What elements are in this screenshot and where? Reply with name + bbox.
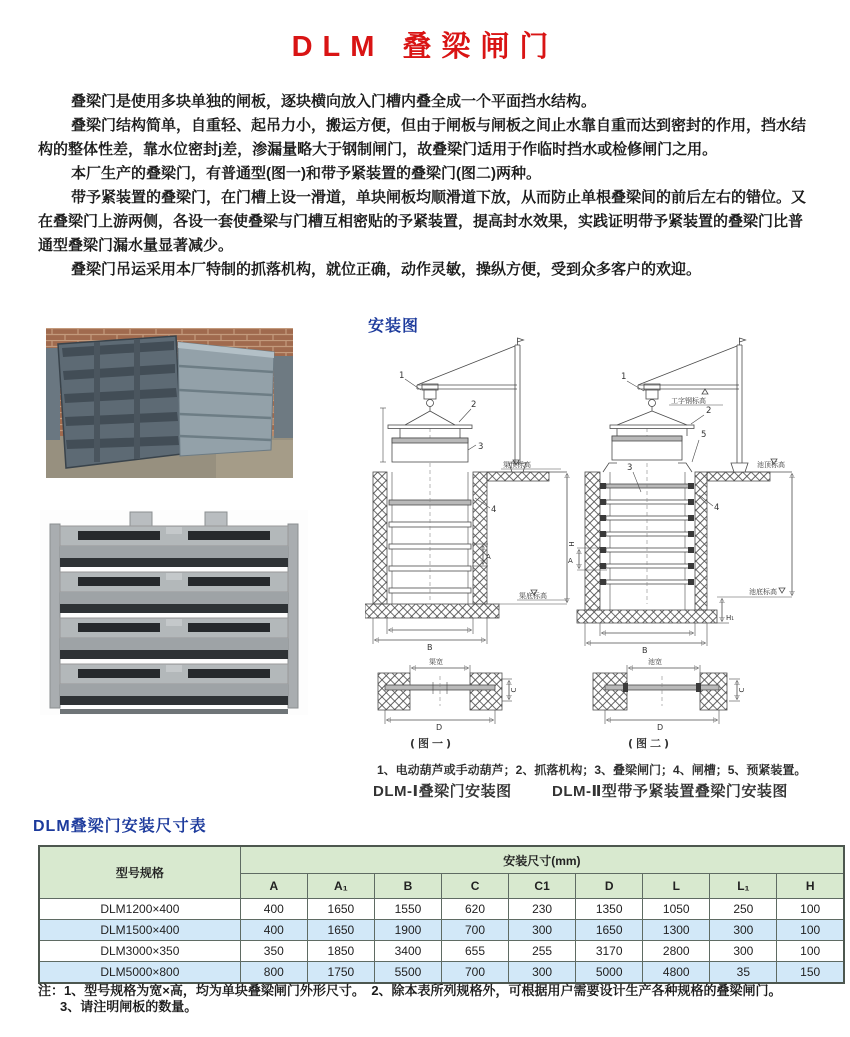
col-header-model: 型号规格 (39, 846, 240, 899)
fig2-caption: (图二) (628, 737, 673, 750)
drawing-legend: 1、电动葫芦或手动葫芦；2、抓落机构；3、叠梁闸门；4、闸槽；5、预紧装置。 (377, 763, 807, 777)
cell: 700 (441, 920, 508, 941)
fig1-elevation-diagram (365, 338, 576, 652)
page-title: DLM 叠梁闸门 (291, 31, 559, 63)
callout-1: 1 (399, 371, 405, 381)
dim-B: B (427, 643, 433, 652)
col-header: A₁ (307, 874, 374, 899)
cell-model: DLM3000×350 (39, 941, 240, 962)
cell: 350 (240, 941, 307, 962)
cell: 3400 (374, 941, 441, 962)
cell: 400 (240, 920, 307, 941)
dim-H1: H₁ (726, 614, 735, 622)
cell: 655 (441, 941, 508, 962)
cell: 1750 (307, 962, 374, 983)
col-header: B (374, 874, 441, 899)
dim-A: A (486, 553, 491, 561)
dim-pool-width: 池宽 (648, 658, 662, 666)
cell-model: DLM1200×400 (39, 899, 240, 920)
cell: 100 (777, 941, 844, 962)
cell: 100 (777, 899, 844, 920)
elev-pool-top: 池顶标高 (757, 461, 785, 469)
col-header: L (643, 874, 710, 899)
callout-3: 3 (627, 463, 633, 473)
product-photo-stacked-beams (40, 510, 308, 715)
cell-model: DLM1500×400 (39, 920, 240, 941)
intro-paragraph: 带予紧装置的叠梁门，在门槽上设一滑道，单块闸板均顺滑道下放，从而防止单根叠梁间的前后左右的错位。又在叠梁门上游两侧，各设一套使叠梁与门槽互相密贴的予紧装置，提高封水效果，实践证明带予紧装置的叠梁门比普通型叠梁门漏水量显著减少。 (38, 189, 807, 254)
intro-paragraph: 叠梁门吊运采用本厂特制的抓落机构，就位正确，动作灵敏，操纵方便，受到众多客户的欢迎。 (71, 261, 702, 278)
note-line-2: 3、请注明闸板的数量。 (60, 999, 198, 1014)
intro-paragraph: 叠梁门结构简单，自重轻、起吊力小，搬运方便，但由于闸板与闸板之间止水靠自重而达到密封的作用，挡水结构的整体性差，靠水位密封j差，渗漏量略大于钢制闸门，故叠梁门适用于作临时挡水或检修闸门之用。 (38, 117, 807, 158)
col-header: H (777, 874, 844, 899)
callout-3: 3 (478, 442, 484, 452)
cell: 35 (710, 962, 777, 983)
dimension-table (38, 845, 845, 984)
cell: 1900 (374, 920, 441, 941)
cell: 400 (240, 899, 307, 920)
dim-channel-width: 渠宽 (429, 658, 443, 666)
intro-paragraph: 叠梁门是使用多块单独的闸板，逐块横向放入门槽内叠全成一个平面挡水结构。 (71, 93, 597, 110)
cell: 2800 (643, 941, 710, 962)
product-photo-gate-panels (46, 328, 293, 478)
table-row (39, 962, 844, 983)
cell: 5500 (374, 962, 441, 983)
cell: 800 (240, 962, 307, 983)
cell: 1650 (307, 920, 374, 941)
col-header-group: 安装尺寸(mm) (240, 846, 844, 874)
callout-2: 2 (471, 400, 477, 410)
cell: 230 (509, 899, 576, 920)
col-header: D (576, 874, 643, 899)
table-row (39, 920, 844, 941)
col-header: A (240, 874, 307, 899)
elev-channel-top: 渠顶标高 (503, 461, 531, 469)
fig1-title: DLM-Ⅰ叠梁门安装图 (373, 783, 512, 800)
cell: 1650 (576, 920, 643, 941)
col-header: C1 (509, 874, 576, 899)
cell: 300 (509, 920, 576, 941)
cell: 4800 (643, 962, 710, 983)
fig2-plan-view (593, 657, 746, 750)
cell: 620 (441, 899, 508, 920)
elev-pool-bottom: 池底标高 (749, 588, 777, 596)
cell: 5000 (576, 962, 643, 983)
table-row (39, 941, 844, 962)
elev-ibeam: 工字钢标高 (671, 397, 706, 405)
dim-C: C (510, 687, 518, 693)
dim-D: D (436, 723, 443, 732)
dim-D: D (657, 723, 664, 732)
cell: 300 (710, 920, 777, 941)
cell: 1550 (374, 899, 441, 920)
note-line-1: 注：1、型号规格为宽×高，均为单块叠梁闸门外形尺寸。 2、除本表所列规格外，可根据用户需要设计生产各种规格的叠梁闸门。 (38, 983, 782, 998)
intro-paragraph: 本厂生产的叠梁门，有普通型(图一)和带予紧装置的叠梁门(图二)两种。 (71, 165, 541, 182)
cell: 100 (777, 920, 844, 941)
dimension-table-title: DLM叠梁门安装尺寸表 (33, 818, 207, 835)
dim-C: C (738, 687, 746, 693)
callout-2: 2 (706, 406, 712, 416)
callout-1: 1 (621, 372, 627, 382)
cell: 1850 (307, 941, 374, 962)
fig1-caption: (图一) (410, 737, 455, 750)
fig2-elevation-diagram (568, 338, 792, 655)
callout-4: 4 (714, 503, 720, 513)
cell-model: DLM5000×800 (39, 962, 240, 983)
installation-drawings (365, 332, 850, 757)
dim-B: B (642, 646, 648, 655)
col-header: C (441, 874, 508, 899)
callout-4: 4 (491, 505, 497, 515)
cell: 1350 (576, 899, 643, 920)
dim-H: H (568, 541, 576, 547)
cell: 3170 (576, 941, 643, 962)
intro-text (38, 90, 814, 282)
installation-section-title: 安装图 (368, 318, 420, 335)
cell: 300 (710, 941, 777, 962)
cell: 250 (710, 899, 777, 920)
cell: 700 (441, 962, 508, 983)
cell: 300 (509, 962, 576, 983)
cell: 1650 (307, 899, 374, 920)
callout-5: 5 (701, 430, 707, 440)
fig2-title: DLM-Ⅱ型带予紧装置叠梁门安装图 (552, 783, 788, 800)
table-row (39, 899, 844, 920)
light-gate-panel (178, 342, 274, 456)
fig1-plan-view (378, 657, 518, 750)
elev-channel-bottom: 渠底标高 (519, 592, 547, 600)
dark-gate-panel (58, 336, 182, 468)
col-header: L₁ (710, 874, 777, 899)
cell: 1050 (643, 899, 710, 920)
dim-A: A (568, 557, 573, 565)
cell: 1300 (643, 920, 710, 941)
cell: 255 (509, 941, 576, 962)
cell: 150 (777, 962, 844, 983)
